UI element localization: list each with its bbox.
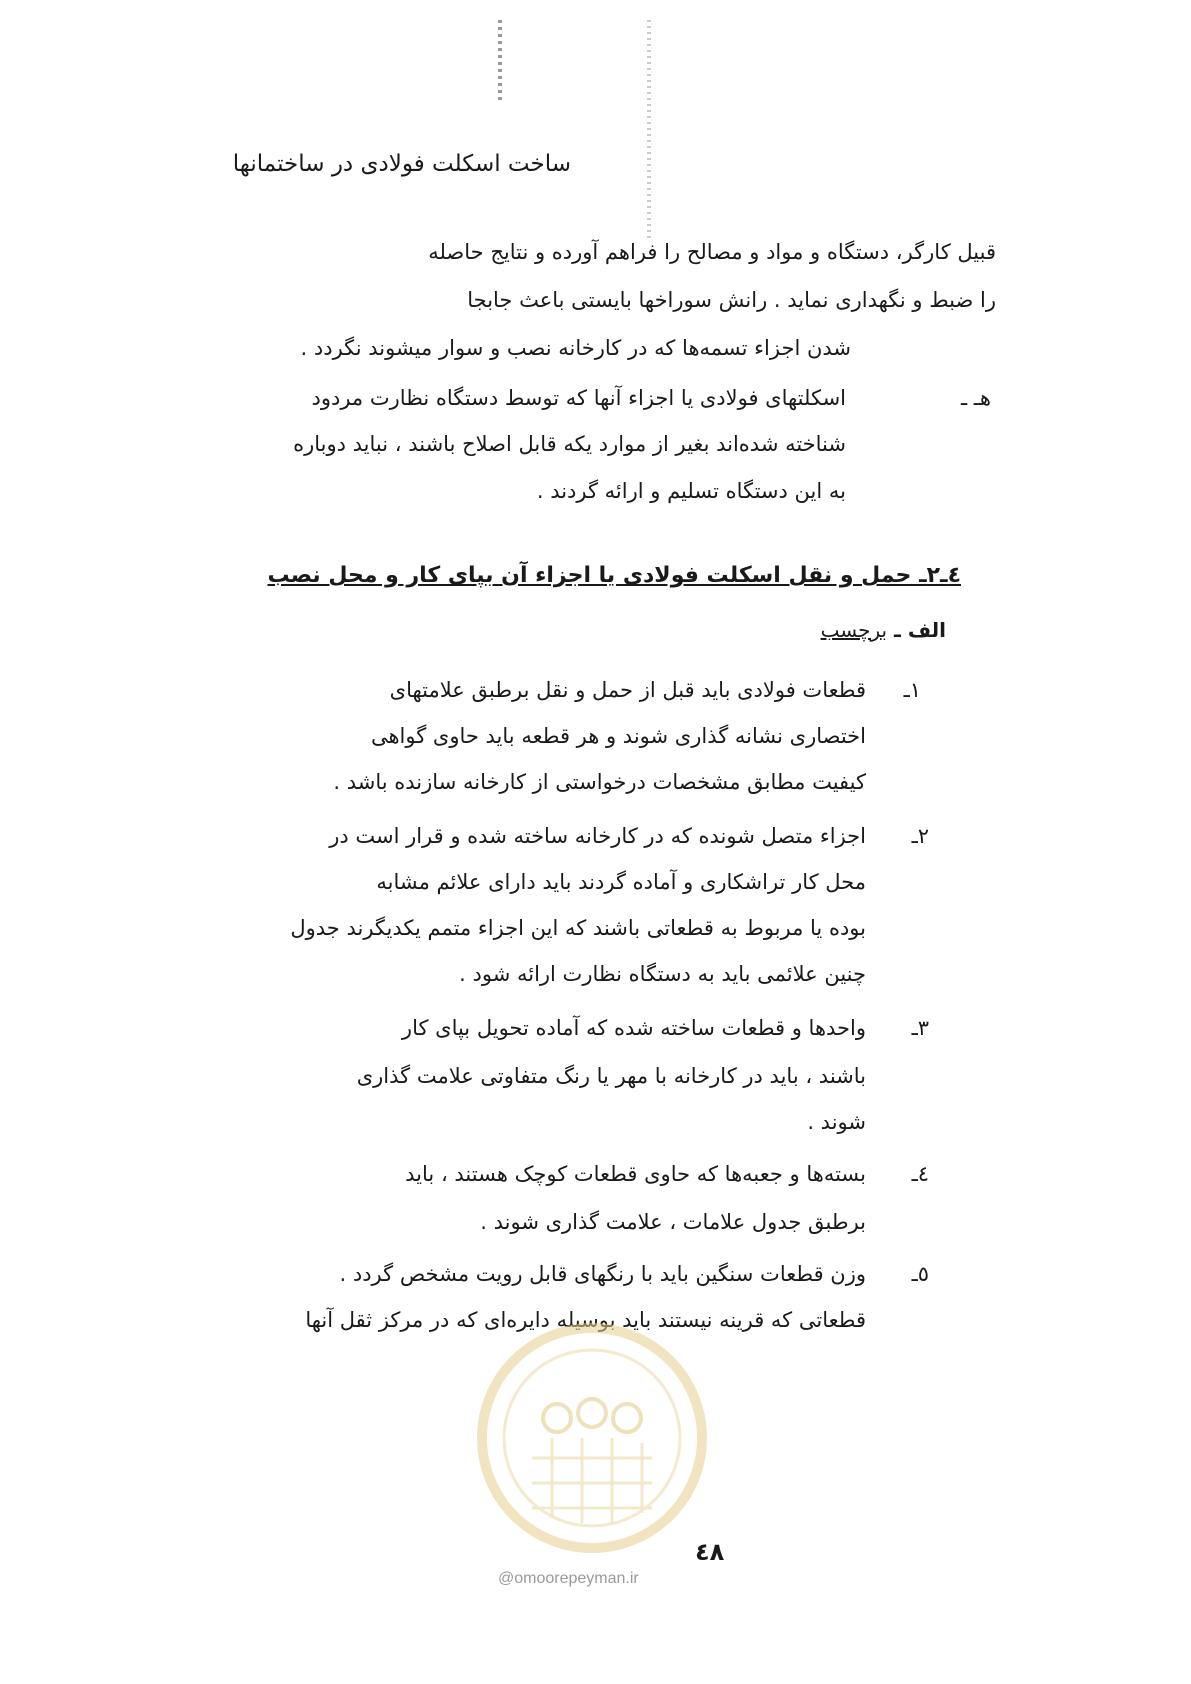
item-line: واحدها و قطعات ساخته شده که آماده تحویل بپای کار	[401, 1016, 866, 1040]
item-marker: ١ـ	[903, 678, 921, 702]
item-line: شوند .	[807, 1110, 866, 1134]
item-line: بوده یا مربوط به قطعاتی باشند که این اجزاء متمم یکدیگرند جدول	[290, 916, 866, 940]
paragraph-line: را ضبط و نگهداری نماید . رانش سوراخها بایستی باعث جابجا	[467, 288, 996, 312]
subsection-heading	[821, 616, 946, 644]
subsection-title: برچسب	[820, 618, 888, 642]
item-marker: ٥ـ	[911, 1262, 929, 1286]
item-line: شناخته شده‌اند بغیر از موارد یکه قابل اصلاح باشند ، نباید دوباره	[293, 432, 846, 456]
item-line: اسکلتهای فولادی یا اجزاء آنها که توسط دستگاه نظارت مردود	[311, 386, 846, 410]
section-title: ٤ـ٢ـ حمل و نقل اسکلت فولادی یا اجزاء آن بپای کار و محل نصب	[267, 563, 961, 588]
paragraph-line: قبیل کارگر، دستگاه و مواد و مصالح را فراهم آورده و نتایج حاصله	[428, 240, 996, 264]
item-line: چنین علائمی باید به دستگاه نظارت ارائه شود .	[459, 962, 866, 986]
page-header: ساخت اسکلت فولادی در ساختمانها	[232, 151, 571, 177]
item-line: قطعات فولادی باید قبل از حمل و نقل برطبق علامتهای	[389, 678, 866, 702]
item-line: بسته‌ها و جعبه‌ها که حاوی قطعات کوچک هستند ، باید	[405, 1162, 866, 1186]
item-marker: ٤ـ	[911, 1162, 929, 1186]
item-marker: ٣ـ	[911, 1016, 929, 1040]
item-marker: هـ ـ	[960, 386, 991, 410]
item-line: محل کار تراشکاری و آماده گردند باید دارای علائم مشابه	[376, 870, 866, 894]
item-line: اجزاء متصل شونده که در کارخانه ساخته شده و قرار است در	[329, 824, 866, 848]
item-line: کیفیت مطابق مشخصات درخواستی از کارخانه سازنده باشد .	[333, 770, 866, 794]
watermark-seal-icon	[472, 1318, 712, 1558]
item-line: وزن قطعات سنگین باید با رنگهای قابل رویت مشخص گردد .	[339, 1262, 866, 1286]
paragraph-line: شدن اجزاء تسمه‌ها که در کارخانه نصب و سوار میشوند نگردد .	[300, 336, 851, 360]
item-line: برطبق جدول علامات ، علامت گذاری شوند .	[480, 1210, 866, 1234]
watermark-url: @omoorepeyman.ir	[498, 1570, 639, 1587]
item-line: قطعاتی که قرینه نیستند باید بوسیله دایره‌ای که در مرکز ثقل آنها	[305, 1308, 866, 1332]
item-marker: ٢ـ	[911, 824, 929, 848]
page-number: ٤٨	[695, 1538, 725, 1566]
item-line: به این دستگاه تسلیم و ارائه گردند .	[536, 479, 846, 503]
item-line: باشند ، باید در کارخانه با مهر یا رنگ متفاوتی علامت گذاری	[356, 1064, 866, 1088]
fold-mark	[647, 20, 651, 240]
subsection-marker: الف ـ	[894, 618, 946, 642]
fold-mark	[498, 20, 502, 100]
item-line: اختصاری نشانه گذاری شوند و هر قطعه باید حاوی گواهی	[370, 724, 866, 748]
